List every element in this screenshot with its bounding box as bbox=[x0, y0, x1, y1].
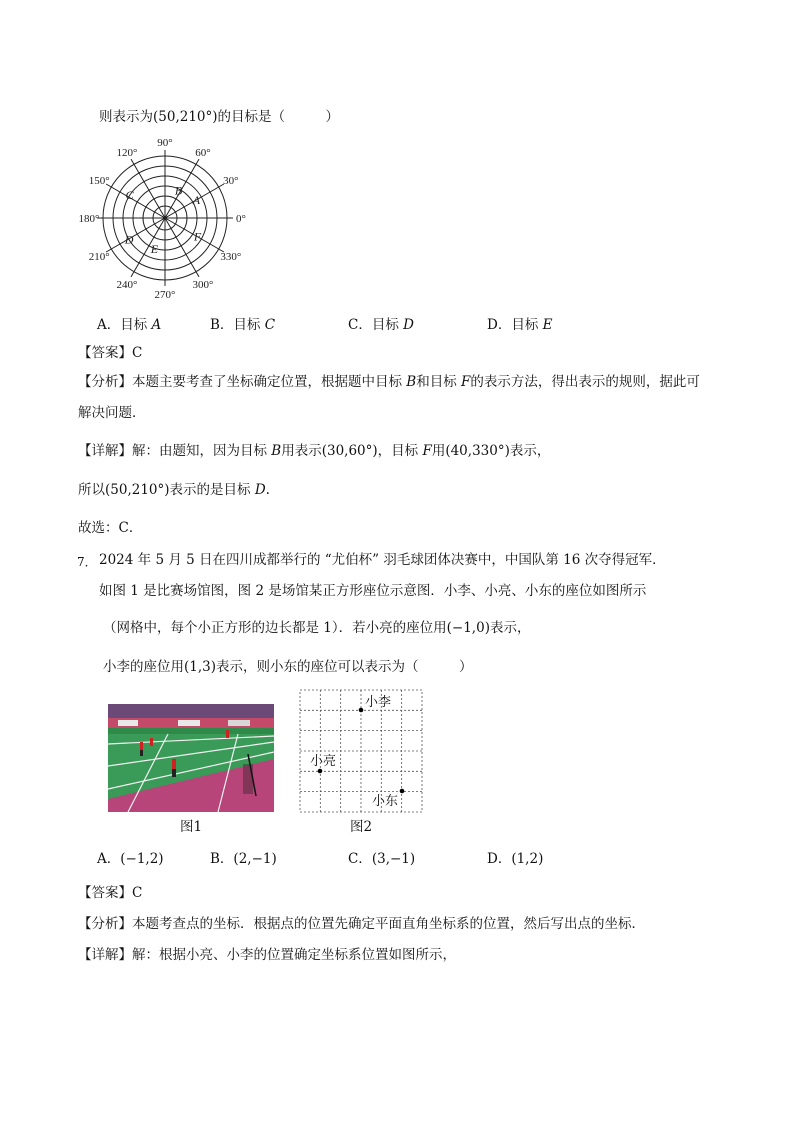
q7-choice-b: B．(2,−1) bbox=[210, 851, 277, 867]
q6-choose: 故选：C． bbox=[78, 520, 143, 536]
seating-grid bbox=[298, 688, 428, 816]
polar-target-diagram bbox=[73, 136, 273, 301]
badminton-court-photo bbox=[108, 704, 274, 812]
q7-line3: （网格中，每个小正方形的边长都是 1）．若小亮的座位用(−1,0)表示， bbox=[103, 620, 531, 636]
polar-target-label: C bbox=[125, 188, 134, 203]
q7-analysis: 【分析】本题考查点的坐标．根据点的位置先确定平面直角坐标系的位置，然后写出点的坐标． bbox=[78, 916, 645, 932]
q6-choice-a: A．目标 A bbox=[97, 317, 162, 333]
figure-1-caption: 图1 bbox=[180, 819, 203, 835]
polar-angle-label: 150° bbox=[88, 175, 110, 187]
polar-angle-label: 90° bbox=[157, 137, 173, 149]
xiaoliang-seat-dot bbox=[318, 769, 323, 774]
polar-target-label: D bbox=[124, 232, 134, 247]
q6-choice-b: B．目标 C bbox=[210, 317, 276, 333]
polar-angle-label: 300° bbox=[192, 278, 214, 291]
q6-analysis: 【分析】本题主要考查了坐标确定位置，根据题中目标 B和目标 F的表示方法，得出表示的规则，据此可 bbox=[78, 374, 700, 390]
q6-analysis-cont: 解决问题． bbox=[78, 405, 146, 421]
xiaodong-label: 小东 bbox=[372, 793, 399, 808]
figure-2-caption: 图2 bbox=[350, 819, 373, 835]
xiaoliang-label: 小亮 bbox=[310, 753, 337, 768]
q7-detail: 【详解】解：根据小亮、小李的位置确定坐标系位置如图所示， bbox=[78, 947, 456, 963]
xiaoli-seat-dot bbox=[359, 708, 364, 713]
q7-line2: 如图 1 是比赛场馆图，图 2 是场馆某正方形座位示意图．小李、小亮、小东的座位如图所示 bbox=[99, 583, 647, 599]
q7-number: 7． bbox=[77, 555, 97, 569]
polar-angle-label: 60° bbox=[195, 147, 211, 160]
polar-angle-label: 240° bbox=[116, 278, 138, 291]
polar-angle-label: 30° bbox=[223, 175, 239, 187]
q6-detail: 【详解】解：由题知，因为目标 B用表示(30,60°)，目标 F用(40,330°)表示， bbox=[78, 443, 551, 459]
q6-choice-d: D．目标 E bbox=[487, 317, 553, 333]
q7-line4: 小李的座位用(1,3)表示，则小东的座位可以表示为（ ） bbox=[103, 659, 473, 675]
polar-target-label: B bbox=[174, 183, 183, 198]
q7-choice-a: A．(−1,2) bbox=[97, 851, 164, 867]
polar-target-label: F bbox=[193, 229, 202, 244]
q6-stem: 则表示为(50,210°)的目标是（ ） bbox=[99, 109, 340, 125]
q6-answer: 【答案】C bbox=[78, 345, 143, 361]
polar-angle-label: 330° bbox=[220, 251, 242, 263]
q7-answer: 【答案】C bbox=[78, 885, 143, 901]
q7-line1: 2024 年 5 月 5 日在四川成都举行的 “尤伯杯” 羽毛球团体决赛中，中国队第 16 次夺得冠军． bbox=[99, 552, 666, 568]
polar-angle-label: 210° bbox=[88, 251, 110, 263]
polar-angle-label: 120° bbox=[116, 147, 138, 160]
q6-detail-cont: 所以(50,210°)表示的是目标 D. bbox=[78, 482, 270, 498]
q6-choice-c: C．目标 D bbox=[348, 317, 414, 333]
q7-choice-d: D．(1,2) bbox=[487, 851, 544, 867]
xiaoli-label: 小李 bbox=[365, 694, 392, 709]
polar-angle-label: 0° bbox=[236, 213, 246, 225]
polar-target-label: E bbox=[150, 242, 159, 257]
polar-angle-label: 180° bbox=[78, 213, 100, 225]
polar-angle-label: 270° bbox=[154, 289, 176, 301]
q7-choice-c: C．(3,−1) bbox=[348, 851, 416, 867]
polar-target-label: A bbox=[192, 193, 201, 208]
xiaodong-seat-dot bbox=[400, 789, 405, 794]
